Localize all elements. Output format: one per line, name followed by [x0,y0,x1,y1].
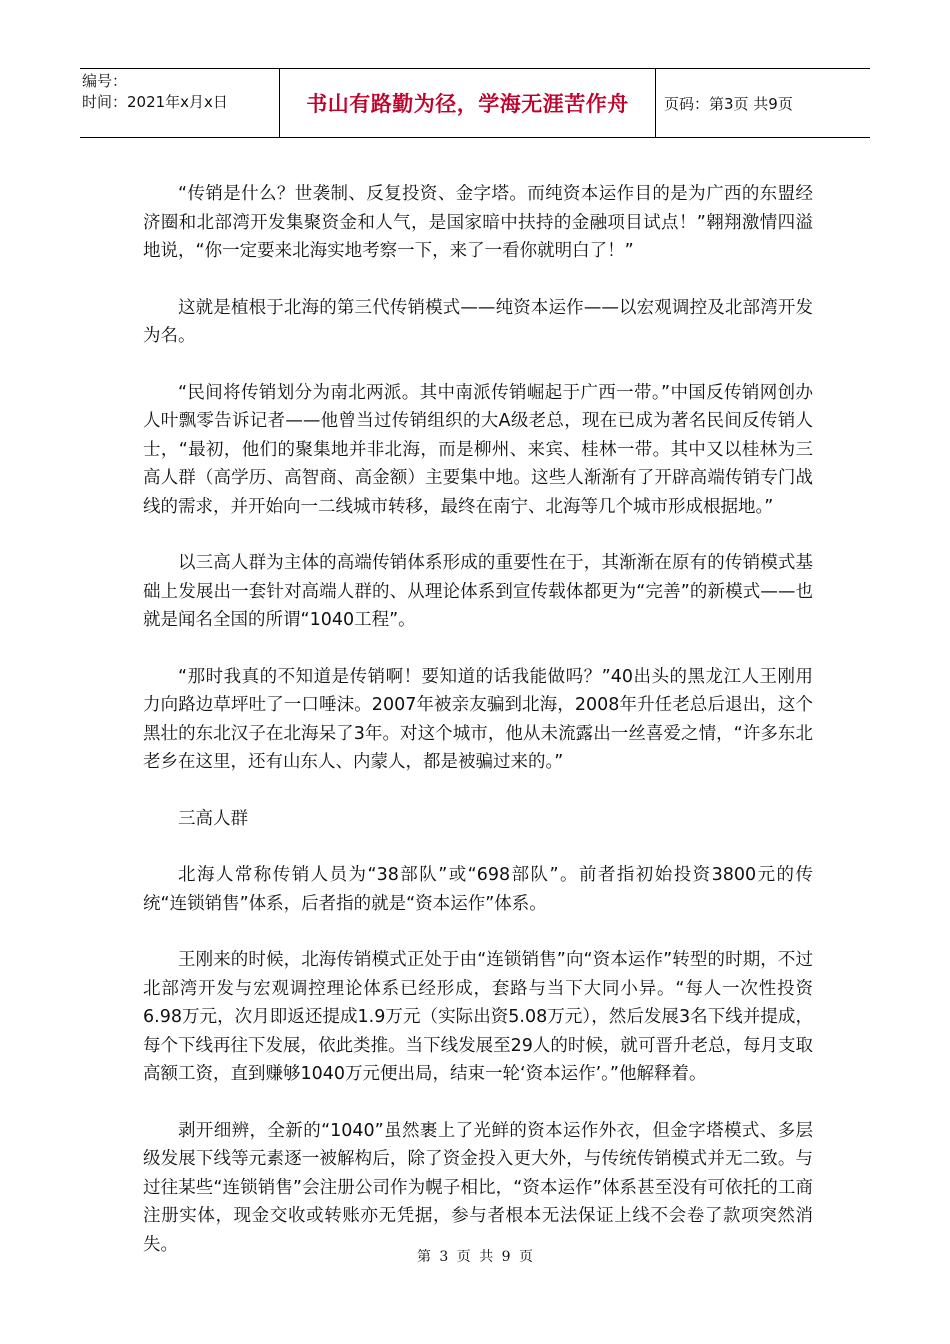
document-time-label: 时间：2021年x月x日 [82,93,228,111]
paragraph: 这就是植根于北海的第三代传销模式——纯资本运作——以宏观调控及北部湾开发为名。 [143,297,813,346]
paragraph: 剥开细辨，全新的“1040”虽然裹上了光鲜的资本运作外衣，但金字塔模式、多层级发展下线等元素逐一被解构后，除了资金投入更大外，与传统传销模式并无二致。与过往某些“连锁销售”会注册公司作为幌子相比，“资本运作”体系甚至没有可依托的工商注册实体，现金交收或转账亦无凭据，参与者根本无法保证上线不会卷了款项突然消失。 [143,1120,813,1255]
paragraph: “民间将传销划分为南北两派。其中南派传销崛起于广西一带。”中国反传销网创办人叶飘零告诉记者——他曾当过传销组织的大A级老总，现在已成为著名民间反传销人士，“最初，他们的聚集地并非北海，而是柳州、来宾、桂林一带。其中又以桂林为三高人群（高学历、高智商、高金额）主要集中地。这些人渐渐有了开辟高端传销专门战线的需求，并开始向一二线城市转移，最终在南宁、北海等几个城市形成根据地。” [143,382,813,517]
paragraph: “那时我真的不知道是传销啊！要知道的话我能做吗？”40出头的黑龙江人王刚用力向路边草坪吐了一口唾沫。2007年被亲友骗到北海，2008年升任老总后退出，这个黑壮的东北汉子在北海呆了3年。对这个城市，他从未流露出一丝喜爱之情，“许多东北老乡在这里，还有山东人、内蒙人，都是被骗过来的。” [143,666,813,772]
paragraph: 北海人常称传销人员为“38部队”或“698部队”。前者指初始投资3800元的传统“连锁销售”体系，后者指的就是“资本运作”体系。 [143,865,813,914]
header-info-cell [80,69,280,137]
header-page-label: 页码：第3页 共9页 [664,94,793,113]
document-body [143,180,813,1287]
page-footer: 第 3 页 共 9 页 [416,1249,534,1265]
paragraph: 王刚来的时候，北海传销模式正处于由“连锁销售”向“资本运作”转型的时期，不过北部湾开发与宏观调控理论体系已经形成，套路与当下大同小异。“每人一次性投资6.98万元，次月即返还提成1.9万元（实际出资5.08万元），然后发展3名下线并提成，每个下线再往下发展，依此类推。当下线发展至29人的时候，就可晋升老总，每月支取高额工资，直到赚够1040万元便出局，结束一轮‘资本运作’。”他解释着。 [143,950,813,1084]
paragraph: 以三高人群为主体的高端传销体系形成的重要性在于，其渐渐在原有的传销模式基础上发展出一套针对高端人群的、从理论体系到宣传载体都更为“完善”的新模式——也就是闻名全国的所谓“1040工程”。 [143,553,813,630]
page-header [80,68,870,138]
document-number-label: 编号： [82,72,128,90]
header-motto: 书山有路勤为径，学海无涯苦作舟 [280,69,656,137]
section-heading: 三高人群 [178,808,248,829]
paragraph: “传销是什么？世袭制、反复投资、金字塔。而纯资本运作目的是为广西的东盟经济圈和北部湾开发集聚资金和人气，是国家暗中扶持的金融项目试点！”翱翔激情四溢地说，“你一定要来北海实地考察一下，来了一看你就明白了！” [143,184,813,261]
